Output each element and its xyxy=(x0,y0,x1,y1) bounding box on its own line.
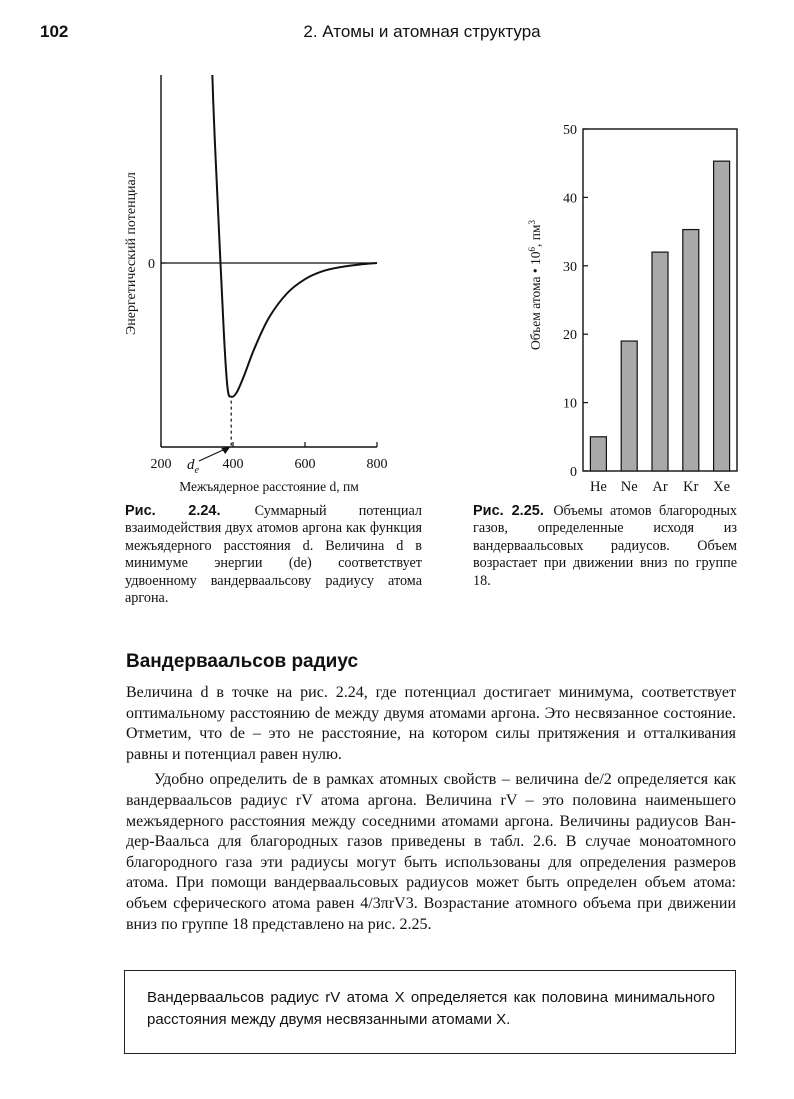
fig2-bar-ne xyxy=(621,341,637,471)
paragraph-2: Удобно определить de в рамках атомных свойств – величина de/2 определяется как вандерваальсов радиус rV атома аргона. Величина rV – это половина наименьшего межъядерного расстояния между соседними атомами аргона. Величины радиусов Ван-дер-Ваальса для благородных газов приведены в табл. 2.6. В случае моноатомного благородного газа эти радиусы могут быть использованы для определения размеров атома. При помощи вандерваальсовых радиусов может быть определен объем атома: объем сферического атома равен 4/3πrV3. Возрастание атомного объема при движении вниз по группе 18 представлено на рис. 2.25. xyxy=(126,771,736,933)
figure-caption-2-25 xyxy=(473,503,737,590)
figure-label-2-24: Рис. 2.24. xyxy=(125,503,221,519)
running-title: 2. Атомы и атомная структура xyxy=(303,22,541,41)
fig1-de-arrow-line xyxy=(199,449,225,461)
potential-energy-chart xyxy=(115,75,400,500)
fig2-bar-he xyxy=(590,437,606,471)
fig2-bar-ar xyxy=(652,252,668,471)
fig2-y-tick-label: 50 xyxy=(563,123,577,138)
fig1-zero-label: 0 xyxy=(148,257,155,272)
fig2-y-tick-label: 20 xyxy=(563,328,577,344)
fig1-y-axis-label: Энергетический потенциал xyxy=(124,172,139,335)
fig2-y-tick-label: 10 xyxy=(563,396,577,412)
figure-caption-text-2-24: Суммарный потенциал взаимодействия двух атомов аргона как функция межъядерного расстояния d. Величина d в минимуме энергии (de) соответствует удвоенному вандерваальсову радиусу атома аргона. xyxy=(125,503,422,607)
fig1-potential-curve xyxy=(210,75,377,397)
definition-box xyxy=(124,970,736,1054)
fig2-y-tick-label: 30 xyxy=(563,259,577,275)
fig2-category-label: He xyxy=(589,479,607,495)
fig1-x-tick-600: 600 xyxy=(294,457,316,472)
figure-label-2-25: Рис. 2.25. xyxy=(473,503,544,519)
page-number: 102 xyxy=(40,22,69,41)
fig1-de-label: $d_e$ xyxy=(187,457,199,476)
fig2-y-tick-label: 40 xyxy=(563,191,577,207)
fig2-y-axis-label: Объем атома • $10^6$, $пм^3$ xyxy=(527,220,543,350)
paragraph-1: Величина d в точке на рис. 2.24, где потенциал достигает минимума, соответствует оптимальному расстоянию de между двумя атомами аргона. Это несвязанное состояние. Отметим, что de – это не расстояние, на котором силы притяжения и отталкивания равны и потенциал равен нулю. xyxy=(126,684,736,763)
section-heading: Вандерваальсов радиус xyxy=(126,651,359,672)
fig2-category-label: Ne xyxy=(620,479,638,495)
fig1-x-tick-200: 200 xyxy=(150,457,172,472)
fig2-y-tick-label: 0 xyxy=(570,465,577,480)
fig2-bar-kr xyxy=(683,230,699,471)
body-text xyxy=(126,683,736,935)
fig2-category-label: Kr xyxy=(683,479,699,495)
fig2-bar-xe xyxy=(714,161,730,471)
atomic-volume-bar-chart xyxy=(515,118,750,503)
fig1-x-axis-label: Межъядерное расстояние d, пм xyxy=(179,479,359,494)
figure-caption-text-2-25: Объемы атомов благородных газов, определенные исходя из вандерваальсовых радиусов. Объем возрастает при движении вниз по группе 18. xyxy=(473,503,738,589)
figure-caption-2-24 xyxy=(125,503,422,607)
definition-text: Вандерваальсов радиус rV атома X определяется как половина минимального расстояния между двумя несвязанными атомами X. xyxy=(147,989,715,1028)
fig1-x-tick-400: 400 xyxy=(222,457,244,472)
fig1-x-tick-800: 800 xyxy=(366,457,388,472)
fig2-category-label: Ar xyxy=(652,479,668,495)
fig2-category-label: Xe xyxy=(713,479,731,495)
